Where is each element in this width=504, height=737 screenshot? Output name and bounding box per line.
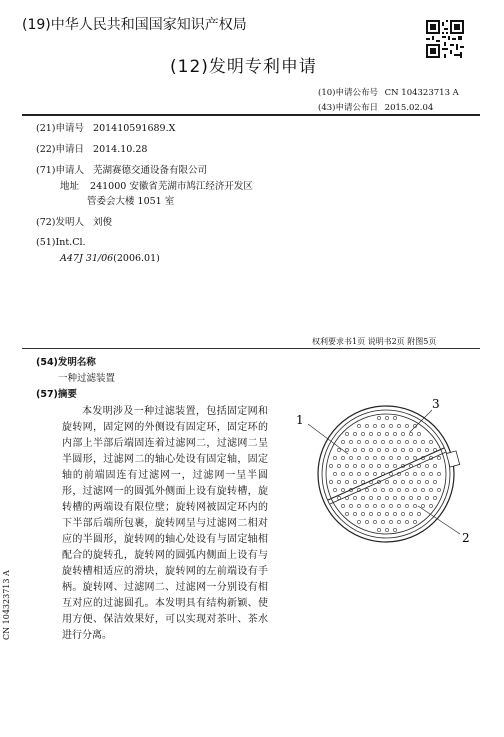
filter-hole — [361, 512, 364, 515]
filter-hole — [329, 464, 332, 467]
filter-hole — [353, 496, 356, 499]
filter-hole — [369, 432, 372, 435]
filter-hole — [349, 456, 352, 459]
abstract-label-text: (57)摘要 — [36, 389, 77, 400]
application-date-label: (22)申请日 — [36, 144, 85, 155]
filter-hole — [389, 456, 392, 459]
filter-hole — [393, 480, 396, 483]
filter-hole — [353, 512, 356, 515]
filter-hole — [429, 440, 432, 443]
filter-hole — [357, 456, 360, 459]
filter-hole — [377, 496, 380, 499]
filter-hole — [353, 480, 356, 483]
filter-hole — [345, 432, 348, 435]
filter-hole — [429, 488, 432, 491]
filter-hole — [389, 440, 392, 443]
filter-hole — [365, 456, 368, 459]
filter-hole — [405, 440, 408, 443]
filter-hole — [433, 496, 436, 499]
header-divider — [22, 114, 480, 116]
filter-hole — [377, 448, 380, 451]
filter-hole — [389, 424, 392, 427]
publication-number: CN 104323713 A — [384, 88, 459, 98]
filter-hole — [377, 432, 380, 435]
filter-hole — [397, 504, 400, 507]
filter-hole — [389, 520, 392, 523]
application-number-label: (21)申请号 — [36, 123, 85, 134]
filter-hole — [409, 432, 412, 435]
filter-hole — [409, 480, 412, 483]
filter-hole — [373, 488, 376, 491]
filter-hole — [401, 448, 404, 451]
filter-hole — [373, 504, 376, 507]
publication-number-label: (10)申请公布号 — [318, 88, 378, 98]
filter-hole — [421, 472, 424, 475]
int-cl-code: A47J 31/06 — [60, 253, 114, 264]
filter-hole — [365, 504, 368, 507]
qr-code-icon — [426, 20, 464, 58]
filter-hole — [385, 512, 388, 515]
filter-hole — [417, 432, 420, 435]
filter-hole — [369, 512, 372, 515]
filter-hole — [393, 528, 396, 531]
filter-hole — [409, 496, 412, 499]
filter-hole — [381, 488, 384, 491]
publication-date-label: (43)申请公布日 — [318, 103, 378, 113]
filter-hole — [409, 512, 412, 515]
figure-label-3: 3 — [432, 397, 440, 411]
filter-hole — [365, 520, 368, 523]
application-date-row — [36, 141, 147, 155]
inventor-row — [36, 214, 112, 228]
filter-hole — [373, 472, 376, 475]
document-type-heading: (12)发明专利申请 — [170, 57, 317, 77]
filter-hole — [437, 488, 440, 491]
applicant-row — [36, 162, 207, 176]
filter-hole — [397, 520, 400, 523]
filter-hole — [421, 504, 424, 507]
page-counts: 权利要求书1页 说明书2页 附图5页 — [312, 337, 437, 346]
address-line-1: 241000 安徽省芜湖市鸠江经济开发区 — [90, 181, 253, 192]
filter-hole — [401, 480, 404, 483]
filter-hole — [401, 432, 404, 435]
filter-hole — [405, 504, 408, 507]
filter-hole — [337, 480, 340, 483]
filter-hole — [433, 480, 436, 483]
int-cl-label: (51)Int.Cl. — [36, 237, 86, 248]
filter-hole — [425, 496, 428, 499]
filter-hole — [365, 424, 368, 427]
publication-date-row — [318, 101, 433, 113]
filter-hole — [337, 464, 340, 467]
filter-hole — [361, 480, 364, 483]
filter-hole — [385, 432, 388, 435]
filter-hole — [389, 504, 392, 507]
filter-hole — [409, 448, 412, 451]
filter-hole — [373, 456, 376, 459]
filter-hole — [401, 512, 404, 515]
filter-hole — [361, 496, 364, 499]
filter-hole — [329, 480, 332, 483]
filter-hole — [377, 528, 380, 531]
filter-hole — [349, 440, 352, 443]
filter-hole — [397, 456, 400, 459]
filter-hole — [333, 488, 336, 491]
filter-hole — [385, 464, 388, 467]
filter-hole — [401, 496, 404, 499]
leader-1 — [308, 424, 348, 454]
filter-hole — [413, 504, 416, 507]
filter-hole — [393, 448, 396, 451]
int-cl-row — [60, 253, 160, 264]
filter-hole — [341, 488, 344, 491]
filter-hole — [365, 488, 368, 491]
application-date: 2014.10.28 — [93, 144, 148, 155]
filter-hole — [333, 472, 336, 475]
filter-hole — [421, 488, 424, 491]
filter-hole — [369, 496, 372, 499]
filter-hole — [413, 456, 416, 459]
filter-hole — [417, 480, 420, 483]
filter-hole — [345, 480, 348, 483]
filter-hole — [397, 440, 400, 443]
filter-hole — [341, 472, 344, 475]
handle — [446, 451, 459, 467]
filter-hole — [361, 448, 364, 451]
filter-hole — [333, 456, 336, 459]
filter-hole — [405, 472, 408, 475]
filter-hole — [405, 424, 408, 427]
filter-hole — [357, 440, 360, 443]
filter-hole — [349, 504, 352, 507]
filter-hole — [357, 424, 360, 427]
publication-date: 2015.02.04 — [384, 103, 434, 113]
filter-hole — [357, 472, 360, 475]
filter-hole — [413, 488, 416, 491]
filter-hole — [437, 456, 440, 459]
filter-hole — [377, 512, 380, 515]
application-number: 201410591689.X — [93, 123, 176, 134]
abstract-text: 本发明涉及一种过滤装置，包括固定网和旋转网，固定网的外侧设有固定环，固定环的内部上半部后端固连着过滤网二，过滤网二呈半圆形，过滤网二的轴心处设有固定轴，固定轴的前端固连有过滤网一，过滤网一呈半圆形，过滤网一的圆弧外侧面上设有旋转槽，旋转槽的两端设有限位壁；旋转网被固定环内的下半部后端所包裹，旋转网呈与过滤网二相对应的半圆形，旋转网的轴心处设有与固定轴相配合的旋转孔，旋转网的圆弧内侧面上设有与旋转槽相适应的滑块，旋转网的左前端设有手柄。旋转网、过滤网二、过滤网一分别设有相互对应的过滤圆孔。本发明具有结构新颖、使用方便、保洁效果好，可以实现对茶叶、茶水进行分离。 — [62, 406, 268, 641]
applicant-label: (71)申请人 — [36, 165, 85, 176]
filter-hole — [437, 472, 440, 475]
filter-hole — [353, 432, 356, 435]
filter-hole — [341, 456, 344, 459]
filter-hole — [381, 440, 384, 443]
filter-hole — [381, 456, 384, 459]
filter-hole — [345, 512, 348, 515]
side-publication-number: CN 104323713 A — [2, 570, 11, 640]
publication-number-row — [318, 86, 459, 98]
filter-hole — [405, 488, 408, 491]
issuing-office: (19)中华人民共和国国家知识产权局 — [22, 17, 247, 33]
filter-hole — [397, 488, 400, 491]
filter-hole — [381, 424, 384, 427]
address-label: 地址 — [60, 181, 80, 192]
invention-title-label — [36, 354, 96, 368]
filter-hole — [385, 416, 388, 419]
filter-hole — [345, 448, 348, 451]
pages-divider — [22, 348, 480, 349]
application-number-row — [36, 120, 175, 134]
int-cl-year: (2006.01) — [113, 253, 160, 264]
filter-hole — [361, 464, 364, 467]
filter-hole — [393, 432, 396, 435]
filter-hole — [357, 520, 360, 523]
inventor-label: (72)发明人 — [36, 217, 85, 228]
filter-hole — [405, 520, 408, 523]
applicant-name: 芜湖赛德交通设备有限公司 — [93, 165, 208, 176]
abstract-label — [36, 386, 77, 400]
filter-hole — [357, 504, 360, 507]
filter-hole — [389, 488, 392, 491]
address-row — [60, 178, 253, 192]
filter-hole — [377, 464, 380, 467]
filter-hole — [425, 480, 428, 483]
fixed-axis — [328, 448, 444, 500]
filter-hole — [365, 440, 368, 443]
filter-hole — [385, 528, 388, 531]
filter-hole — [385, 496, 388, 499]
inventor-name: 刘俊 — [93, 217, 113, 228]
filter-hole — [413, 472, 416, 475]
filter-hole — [345, 464, 348, 467]
filter-hole — [417, 496, 420, 499]
filter-hole — [369, 464, 372, 467]
filter-hole — [353, 464, 356, 467]
filter-hole — [413, 520, 416, 523]
invention-title-label-text: (54)发明名称 — [36, 357, 96, 368]
filter-hole — [425, 448, 428, 451]
filter-device-figure — [290, 396, 486, 546]
filter-hole — [393, 464, 396, 467]
filter-hole — [397, 424, 400, 427]
filter-hole — [373, 440, 376, 443]
filter-hole — [337, 448, 340, 451]
filter-hole — [429, 472, 432, 475]
filter-hole — [393, 496, 396, 499]
figure-label-2: 2 — [462, 531, 470, 545]
filter-hole — [349, 472, 352, 475]
filter-hole — [373, 520, 376, 523]
filter-hole — [341, 504, 344, 507]
filter-hole — [381, 504, 384, 507]
filter-hole — [365, 472, 368, 475]
filter-hole — [425, 464, 428, 467]
filter-hole — [433, 464, 436, 467]
filter-hole — [381, 520, 384, 523]
filter-hole — [393, 416, 396, 419]
filter-hole — [369, 448, 372, 451]
filter-hole — [417, 512, 420, 515]
filter-hole — [389, 472, 392, 475]
filter-hole — [373, 424, 376, 427]
filter-hole — [417, 448, 420, 451]
filter-hole — [385, 480, 388, 483]
invention-title: 一种过滤装置 — [58, 373, 116, 384]
filter-hole — [429, 504, 432, 507]
figure-label-1: 1 — [296, 413, 304, 427]
fixed-axis-2 — [330, 452, 446, 504]
filter-hole — [353, 448, 356, 451]
filter-hole — [377, 416, 380, 419]
filter-hole — [361, 432, 364, 435]
filter-hole — [393, 512, 396, 515]
filter-hole — [405, 456, 408, 459]
filter-hole — [421, 440, 424, 443]
address-line-2: 管委会大楼 1051 室 — [87, 196, 175, 207]
filter-hole — [413, 440, 416, 443]
filter-hole — [385, 448, 388, 451]
filter-hole — [341, 440, 344, 443]
